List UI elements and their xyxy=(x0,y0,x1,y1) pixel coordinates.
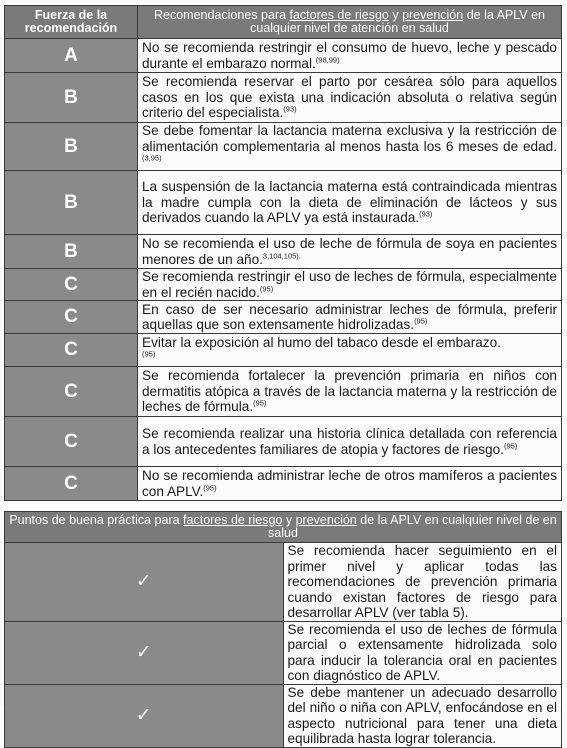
recommendation-cell xyxy=(138,39,562,73)
recommendations-table xyxy=(4,5,562,501)
reference-superscript: (95) xyxy=(203,482,217,492)
good-practice-table xyxy=(4,511,562,748)
grade-cell: C xyxy=(5,334,138,367)
checkmark-icon: ✓ xyxy=(5,543,284,622)
reference-superscript: (95) xyxy=(259,283,274,293)
good-practice-text: Se debe mantener un adecuado desarrollo del niño o niña con APLV, enfocándose en el aspecto nutricional para tener una dieta equilibrada hasta lograr tolerancia. xyxy=(283,684,562,747)
header-text-post: de la APLV en cualquier nivel de atención en salud xyxy=(250,8,545,35)
recommendation-text: Se recomienda restringir el uso de leches de fórmula, especialmente en el recién nacido. xyxy=(142,269,557,300)
grade-cell: C xyxy=(5,417,138,467)
good-practice-header-row xyxy=(5,512,562,543)
good-practice-text: Se recomienda hacer seguimiento en el primer nivel y aplicar todas las recomendaciones de prevención primaria cuando existan factores de riesgo para desarrollar APLV (ver tabla 5). xyxy=(283,543,562,622)
header-text-underlined-2: prevención xyxy=(402,8,464,22)
table-row xyxy=(5,269,562,301)
recommendation-cell xyxy=(138,269,562,301)
reference-superscript: (98,99) xyxy=(315,54,340,64)
grade-cell: B xyxy=(5,235,138,269)
recommendation-column-header xyxy=(138,6,562,39)
grade-cell: C xyxy=(5,301,138,334)
recommendation-cell xyxy=(138,235,562,269)
table-row xyxy=(5,301,562,334)
recommendation-text: Se recomienda realizar una historia clínica detallada con referencia a los antecedentes familiares de atopia y factores de riesgo. xyxy=(142,426,557,457)
recommendation-cell xyxy=(138,301,562,334)
recommendation-cell xyxy=(138,334,562,367)
header-text-pre: Recomendaciones para xyxy=(154,8,290,22)
header-text-post: de la APLV en cualquier nivel de en salud xyxy=(268,513,557,540)
recommendation-cell xyxy=(138,73,562,123)
recommendation-text: No se recomienda administrar leche de otros mamíferos a pacientes con APLV. xyxy=(142,468,557,499)
recommendation-text: Se recomienda fortalecer la prevención primaria en niños con dermatitis atópica a través de la lactancia materna y la restricción de leches de fórmula. xyxy=(142,368,557,415)
reference-superscript: 3,104,105). xyxy=(262,250,301,260)
header-text-mid: y xyxy=(282,513,296,527)
recommendation-cell xyxy=(138,417,562,467)
header-text-underlined-1: factores de riesgo xyxy=(289,8,389,22)
good-practice-text: Se recomienda el uso de leches de fórmula parcial o extensamente hidrolizada solo para inducir la tolerancia oral en pacientes con diagnóstico de APLV. xyxy=(283,621,562,684)
recommendation-cell xyxy=(138,171,562,235)
reference-superscript: (95) xyxy=(142,349,156,359)
table-row xyxy=(5,171,562,235)
good-practice-header xyxy=(5,512,562,543)
table-row xyxy=(5,334,562,367)
table-row xyxy=(5,684,562,747)
recommendation-text: Se debe fomentar la lactancia materna exclusiva y la restricción de alimentación complementaria al menos hasta los 6 meses de edad. xyxy=(142,123,557,154)
recommendation-cell xyxy=(138,123,562,171)
table-row xyxy=(5,73,562,123)
recommendations-header-row xyxy=(5,6,562,39)
recommendation-cell xyxy=(138,467,562,501)
reference-superscript: (95) xyxy=(253,398,267,408)
checkmark-icon: ✓ xyxy=(5,621,284,684)
table-row xyxy=(5,621,562,684)
reference-superscript: (95) xyxy=(503,440,518,450)
grade-cell: A xyxy=(5,39,138,73)
table-row xyxy=(5,543,562,622)
recommendation-text: Se recomienda reservar el parto por cesárea sólo para aquellos casos en los que exista una indicación absoluta o relativa según criterio del especialista. xyxy=(142,74,557,121)
table-row xyxy=(5,417,562,467)
grade-cell: B xyxy=(5,171,138,235)
recommendation-text: No se recomienda el uso de leche de fórmula de soya en pacientes menores de un año. xyxy=(142,236,557,267)
header-text-underlined-2: prevención xyxy=(295,513,357,527)
reference-superscript: (3,95) xyxy=(142,153,162,163)
table-row xyxy=(5,467,562,501)
grade-cell: C xyxy=(5,269,138,301)
header-text-pre: Puntos de buena práctica para xyxy=(9,513,184,527)
table-row xyxy=(5,123,562,171)
reference-superscript: (95) xyxy=(414,316,428,326)
table-row xyxy=(5,367,562,417)
recommendation-text: Evitar la exposición al humo del tabaco desde el embarazo. xyxy=(142,334,501,350)
table-row xyxy=(5,235,562,269)
checkmark-icon: ✓ xyxy=(5,684,284,747)
grade-column-header: Fuerza de la recomendación xyxy=(5,6,138,39)
reference-superscript: (93) xyxy=(419,209,433,219)
recommendation-text: En caso de ser necesario administrar leches de fórmula, preferir aquellas que son extensamente hidrolizadas. xyxy=(142,301,557,332)
grade-cell: C xyxy=(5,367,138,417)
recommendation-text: La suspensión de la lactancia materna está contraindicada mientras la madre cumpla con la dieta de eliminación de lácteos y sus derivados cuando la APLV ya está instaurada. xyxy=(142,179,557,226)
recommendation-cell xyxy=(138,367,562,417)
grade-cell: C xyxy=(5,467,138,501)
recommendation-text: No se recomienda restringir el consumo de huevo, leche y pescado durante el embarazo normal. xyxy=(142,40,557,71)
header-text-mid: y xyxy=(388,8,403,22)
reference-superscript: (93) xyxy=(283,104,297,114)
header-text-underlined-1: factores de riesgo xyxy=(183,513,283,527)
table-row xyxy=(5,39,562,73)
grade-cell: B xyxy=(5,73,138,123)
grade-cell: B xyxy=(5,123,138,171)
